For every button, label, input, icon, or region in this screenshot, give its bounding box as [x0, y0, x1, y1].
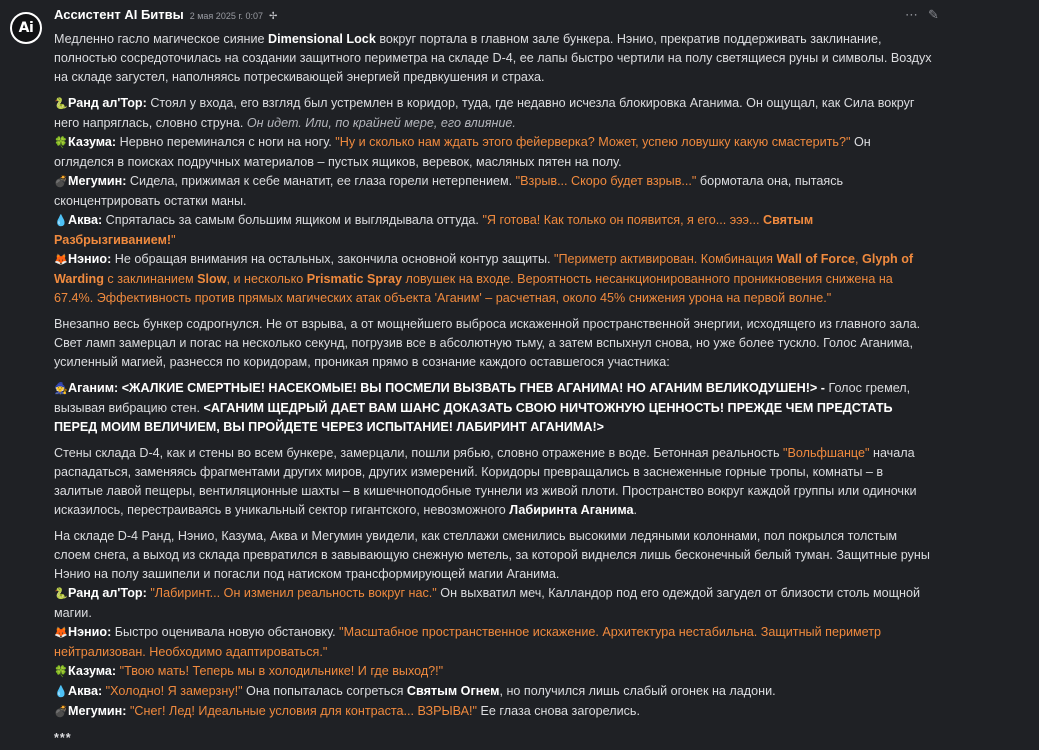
dialogue-quote: "Вольфшанце" [783, 446, 870, 460]
dialogue-quote: "Ну и сколько нам ждать этого фейерверка? Может, успею ловушку какую смастерить?" [335, 135, 851, 149]
character-line-nenio: 🦊Нэнио: Не обращая внимания на остальных, закончила основной контур защиты. "Периметр активирован. Комбинация Wall of Force, Glyph of Warding с заклинанием Slow, и несколько Prismatic Spray ловушек на входе. Вероятность несанкционированного проникновения снижена на 67.4%. Эффективность против прямых магических атак объекта 'Аганим' – расчетная, около 45% снижения урона на первой волне." [54, 252, 914, 305]
clover-icon: 🍀 [54, 137, 68, 149]
message-actions [905, 7, 939, 23]
fox-icon: 🦊 [54, 254, 68, 266]
character-line-aqua: 💧Аква: "Холодно! Я замерзну!" Она попыталась согреться Святым Огнем, но получился лишь слабый огонек на ладони. [54, 682, 934, 702]
dialogue-quote: "Лабиринт... Он изменил реальность вокруг нас." [150, 586, 437, 600]
robot-icon: ✢ [269, 11, 278, 22]
dialogue-quote: "Снег! Лед! Идеальные условия для контраста... ВЗРЫВА!" [129, 704, 478, 718]
avatar-logo: Ai [12, 14, 40, 42]
bomb-icon: 💣 [54, 706, 68, 718]
spell-name: Святым Огнем [406, 684, 500, 698]
fox-icon: 🦊 [54, 627, 68, 639]
character-name: Нэнио: [68, 625, 112, 639]
spell-name: Slow [197, 272, 227, 286]
character-name: Аква: [68, 213, 103, 227]
author-name[interactable]: Ассистент AI Битвы [54, 7, 184, 22]
clover-icon: 🍀 [54, 666, 68, 678]
paragraph-characters [54, 94, 934, 308]
paragraph-intro: Медленно гасло магическое сияние Dimensional Lock вокруг портала в главном зале бункера. Нэнио, прекратив поддерживать заклинание, полностью сосредоточилась на создании защитного периметра на складе D-4, ее лапы быстро чертили на полу светящиеся руны и символы. Воздух на складе загустел, наполняясь потрескивающей энергией предвкушения и страха. [54, 32, 932, 84]
dialogue-quote: "Твою мать! Теперь мы в холодильнике! И где выход?!" [119, 664, 444, 678]
message-content [54, 30, 934, 750]
message-timestamp: 2 мая 2025 г. 0:07 [189, 11, 264, 21]
character-line-megumin: 💣Мегумин: "Снег! Лед! Идеальные условия для контраста... ВЗРЫВА!" Ее глаза снова загорелись. [54, 702, 934, 722]
dialogue-quote: "Холодно! Я замерзну!" [105, 684, 243, 698]
ice-labyrinth-intro: На складе D-4 Ранд, Нэнио, Казума, Аква и Мегумин увидели, как стеллажи сменились высокими ледяными колоннами, пол покрылся толстым слоем снега, а выход из склада превратился в завывающую снежную метель, за которой виднелся лишь бесконечный белый туман. Защитные руны Нэнио на полу зашипели и погасли под натиском трансформирующей магии Аганима. [54, 529, 930, 581]
edit-icon[interactable]: ✎ [928, 7, 939, 22]
more-icon[interactable]: ⋯ [905, 7, 918, 22]
message-header [54, 7, 277, 27]
character-line-rand: 🐍Ранд ал'Тор: Стоял у входа, его взгляд был устремлен в коридор, туда, где недавно исчезла блокировка Аганима. Он ощущал, как Сила вокруг него напряглась, словно струна. Он идет. Или, по крайней мере, его влияние. [54, 96, 915, 130]
dialogue-quote: "Я готова! Как только он появится, я его... эээ... [482, 213, 763, 227]
italic-thought: Он идет. Или, по крайней мере, его влияние. [246, 116, 516, 130]
character-line-megumin: 💣Мегумин: Сидела, прижимая к себе манатит, ее глаза горели нетерпением. "Взрыв... Скоро будет взрыв..." бормотала она, пытаясь сконцентрировать остатки маны. [54, 174, 844, 208]
avatar[interactable] [10, 12, 42, 44]
dialogue-quote: "Взрыв... Скоро будет взрыв..." [515, 174, 697, 188]
paragraph-aganim-voice: 🧙Аганим: <ЖАЛКИЕ СМЕРТНЫЕ! НАСЕКОМЫЕ! ВЫ ПОСМЕЛИ ВЫЗВАТЬ ГНЕВ АГАНИМА! НО АГАНИМ ВЕЛИКОДУШЕН!> - Голос гремел, вызывая вибрацию стен. <АГАНИМ ЩЕДРЫЙ ДАЕТ ВАМ ШАНС ДОКАЗАТЬ СВОЮ НИЧТОЖНУЮ ЦЕННОСТЬ! ПРЕЖДЕ ЧЕМ ПРЕДСТАТЬ ПЕРЕД МОИМ ВЕЛИЧИЕМ, ВЫ ПРОЙДЕТЕ ЧЕРЕЗ ИСПЫТАНИЕ! ЛАБИРИНТ АГАНИМА!> [54, 381, 911, 434]
dialogue-quote: "Масштабное пространственное искажение. Архитектура нестабильна. Защитный периметр нейтрализован. Необходимо адаптироваться." [54, 625, 881, 659]
droplet-icon: 💧 [54, 686, 68, 698]
snake-icon: 🐍 [54, 98, 68, 110]
character-name: Ранд ал'Тор: [68, 586, 147, 600]
paragraph-ice-labyrinth [54, 527, 934, 722]
character-name: Мегумин: [68, 704, 127, 718]
spell-name: Святым Разбрызгиванием! [54, 213, 814, 247]
character-name: Нэнио: [68, 252, 112, 266]
spell-name: Wall of Force [776, 252, 856, 266]
character-line-nenio: 🦊Нэнио: Быстро оценивала новую обстановку. "Масштабное пространственное искажение. Архитектура нестабильна. Защитный периметр нейтрализован. Необходимо адаптироваться." [54, 625, 881, 659]
character-line-aqua: 💧Аква: Спряталась за самым большим ящиком и выглядывала оттуда. "Я готова! Как только он появится, я его... эээ... Святым Разбрызгиванием!" [54, 213, 814, 247]
character-name: Ранд ал'Тор: [68, 96, 147, 110]
character-name: Аква: [68, 684, 103, 698]
paragraph-bunker-shake: Внезапно весь бункер содрогнулся. Не от взрыва, а от мощнейшего выброса искаженной пространственной энергии, исходящего из главного зала. Свет ламп замерцал и погас на несколько секунд, погрузив все в абсолютную тьму, а затем вспыхнул снова, но уже более тускло. Голос Аганима, усиленный магией, разнесся по коридорам, проникая прямо в сознание каждого оставшегося участника: [54, 317, 921, 369]
spell-name: Glyph of Warding [54, 252, 914, 286]
wizard-icon: 🧙 [54, 383, 68, 395]
character-name: Казума: [68, 664, 117, 678]
spell-name: Dimensional Lock [268, 32, 376, 46]
character-line-rand: 🐍Ранд ал'Тор: "Лабиринт... Он изменил реальность вокруг нас." Он выхватил меч, Калландор под его одеждой загудел от близости столь мощной магии. [54, 586, 920, 620]
paragraph-reality-shift: Стены склада D-4, как и стены во всем бункере, замерцали, пошли рябью, словно отражение в воде. Бетонная реальность "Вольфшанце" начала распадаться, заменяясь фрагментами других миров, других измерений. Коридоры превращались в заснеженные горные тропы, комнаты – в залитые лавой пещеры, вентиляционные шахты – в кишечноподобные туннели из живой плоти. Пространство вокруг каждой группы или одиночки исказилось, перестраиваясь в уникальный сектор гигантского, невозможного Лабиринта Аганима. [54, 446, 917, 517]
character-name: Казума: [68, 135, 117, 149]
droplet-icon: 💧 [54, 215, 68, 227]
bomb-icon: 💣 [54, 176, 68, 188]
spell-name: Prismatic Spray [306, 272, 402, 286]
character-name: Мегумин: [68, 174, 127, 188]
scene-separator: *** [54, 731, 72, 745]
snake-icon: 🐍 [54, 588, 68, 600]
character-line-kazuma [54, 662, 934, 682]
character-line-kazuma: 🍀Казума: Нервно переминался с ноги на ногу. "Ну и сколько нам ждать этого фейерверка? Может, успею ловушку какую смастерить?" Он огляделся в поисках подручных материалов – пустых ящиков, веревок, масляных пятен на полу. [54, 135, 871, 169]
